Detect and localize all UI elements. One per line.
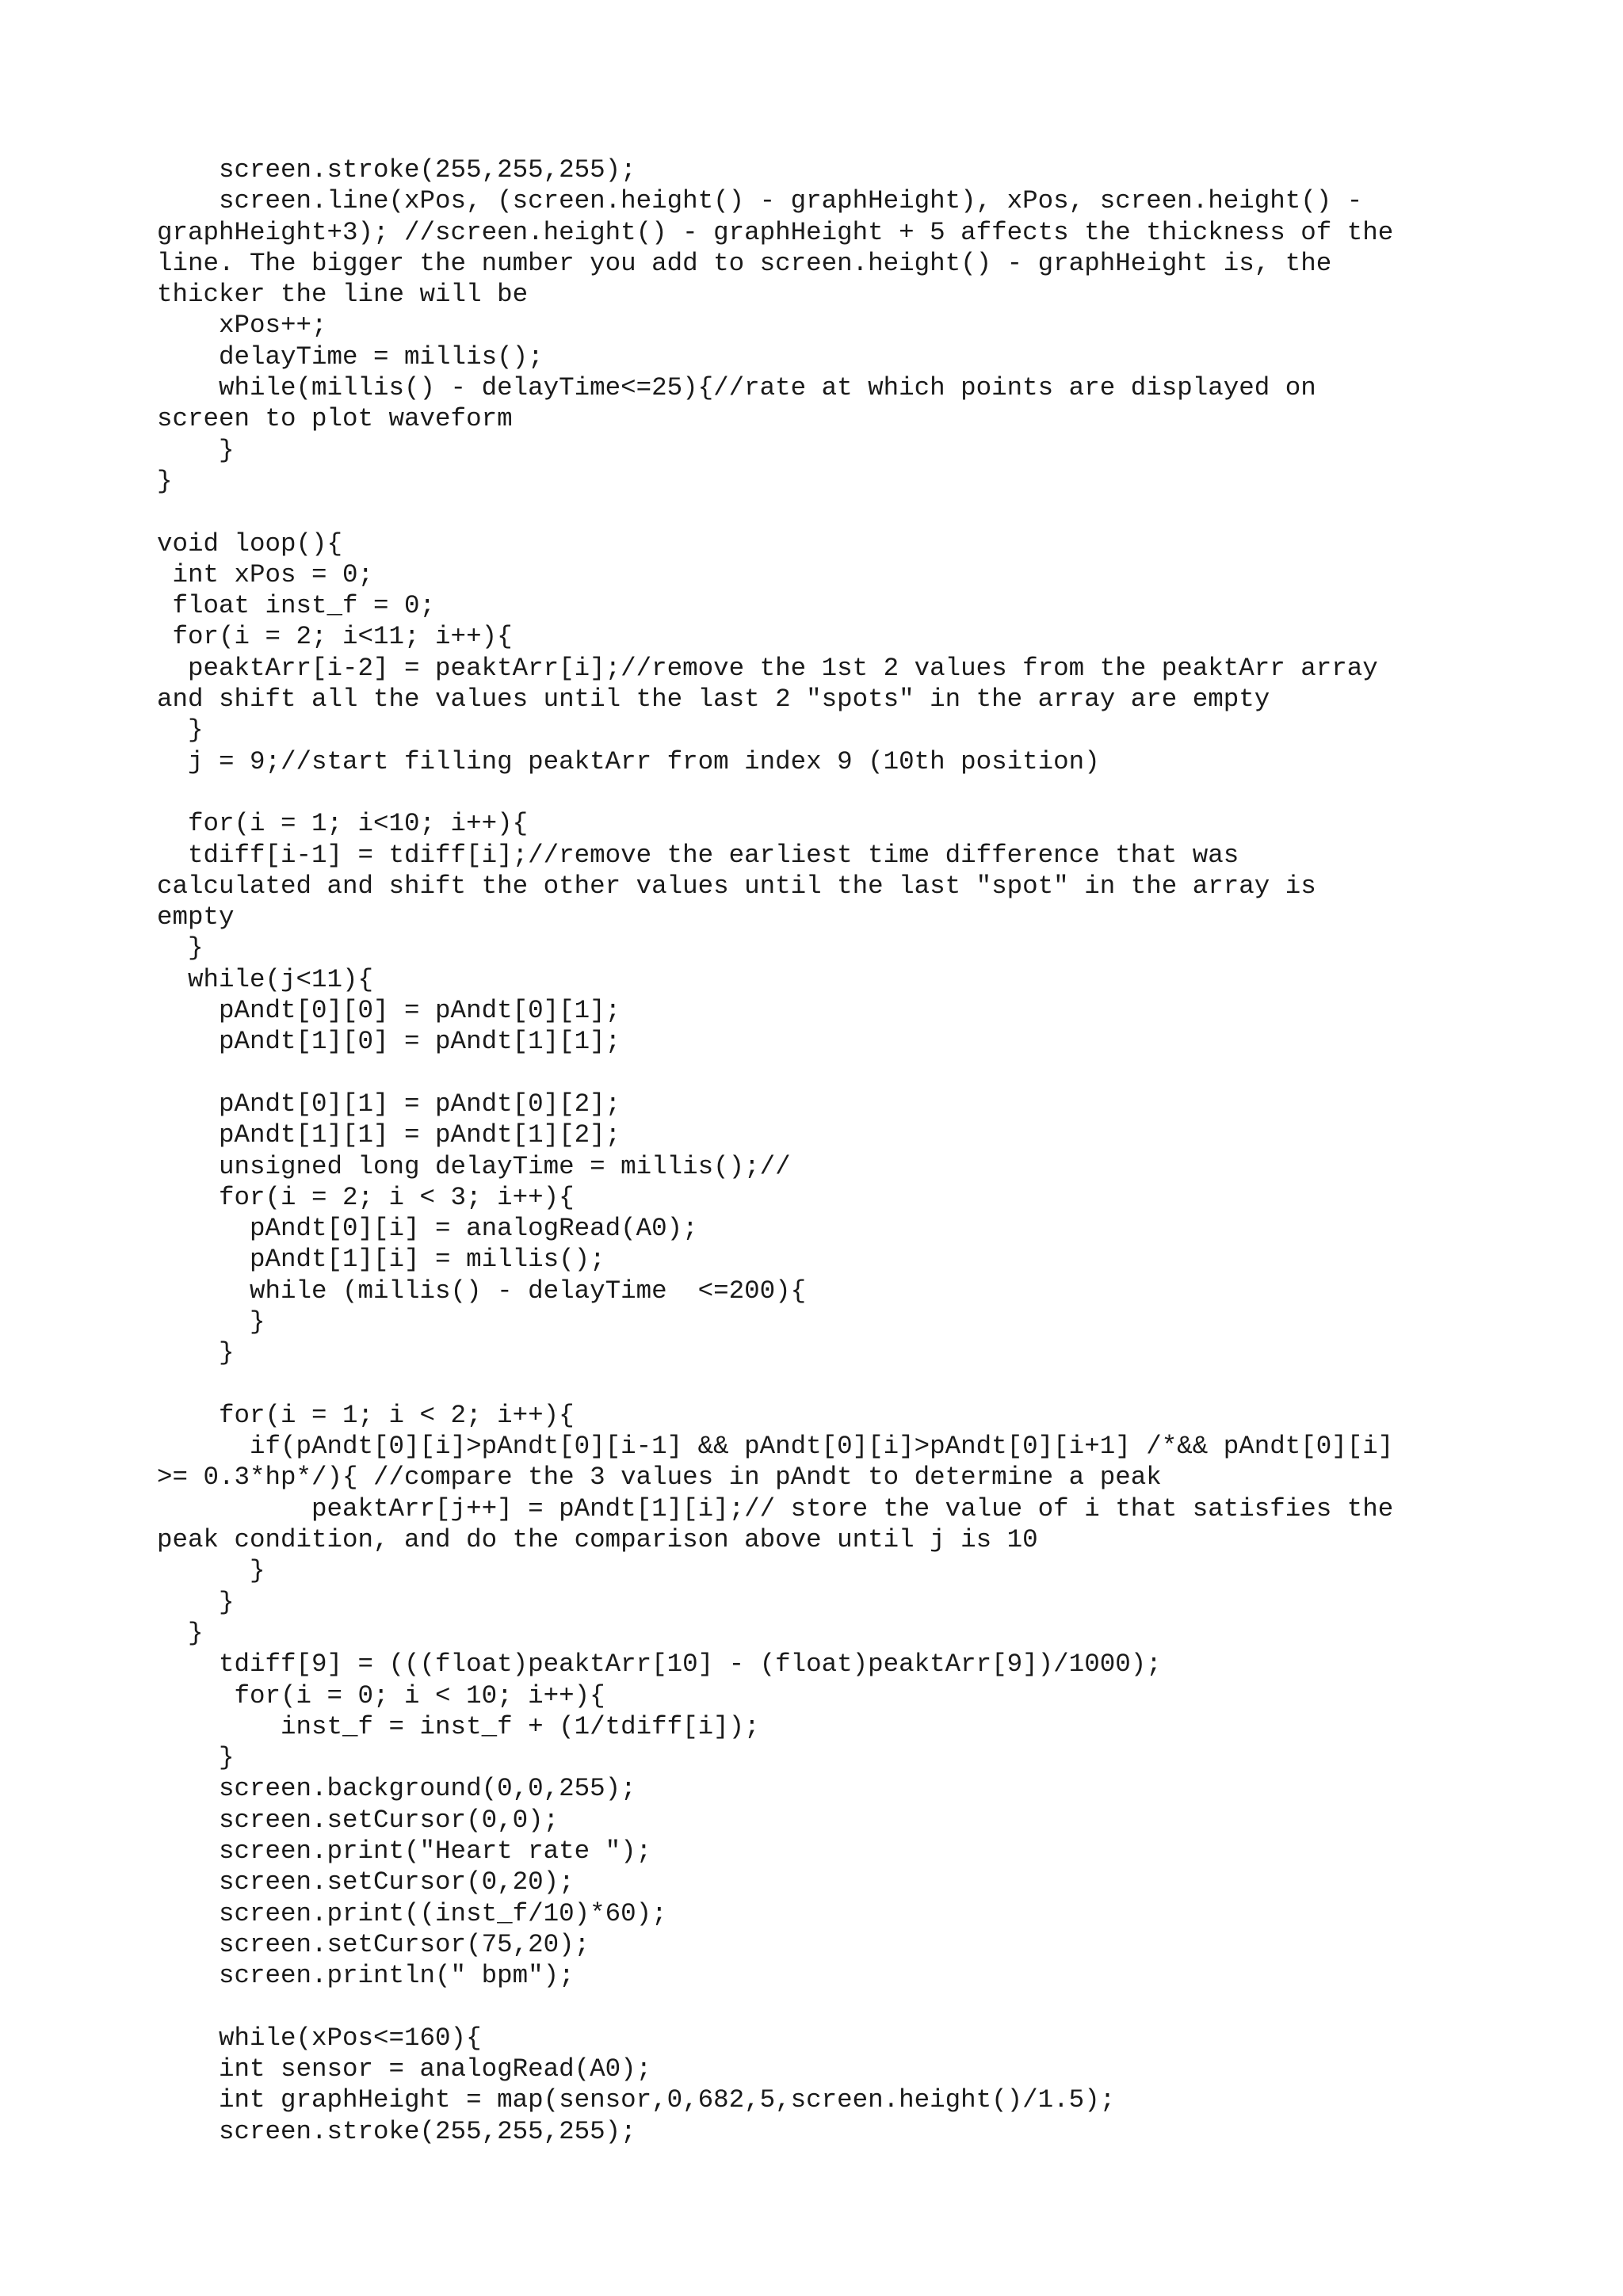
- code-line: and shift all the values until the last 2 "spots" in the array are empty: [157, 685, 1270, 715]
- code-line: while(j<11){: [157, 964, 374, 994]
- code-line: screen.background(0,0,255);: [157, 1774, 636, 1804]
- code-line: float inst_f = 0;: [157, 591, 436, 621]
- code-line: peaktArr[i-2] = peaktArr[i];//remove the 1st 2 values from the peaktArr array: [157, 653, 1378, 683]
- code-line: pAndt[1][i] = millis();: [157, 1245, 605, 1275]
- code-line: calculated and shift the other values until the last "spot" in the array is: [157, 871, 1316, 901]
- code-line: for(i = 1; i < 2; i++){: [157, 1400, 575, 1430]
- code-line: peak condition, and do the comparison above until j is 10: [157, 1525, 1038, 1555]
- code-line: while(xPos<=160){: [157, 2023, 482, 2053]
- code-line: thicker the line will be: [157, 280, 529, 310]
- code-line: int sensor = analogRead(A0);: [157, 2054, 652, 2084]
- code-line: int graphHeight = map(sensor,0,682,5,screen.height()/1.5);: [157, 2085, 1116, 2115]
- code-line: line. The bigger the number you add to screen.height() - graphHeight is, the: [157, 248, 1332, 278]
- code-line: delayTime = millis();: [157, 341, 544, 372]
- code-line: screen.setCursor(75,20);: [157, 1929, 590, 1959]
- code-line: tdiff[i-1] = tdiff[i];//remove the earliest time difference that was: [157, 840, 1239, 870]
- code-line: int xPos = 0;: [157, 559, 374, 589]
- code-line: }: [157, 435, 235, 465]
- code-line: pAndt[0][i] = analogRead(A0);: [157, 1214, 698, 1244]
- code-line: }: [157, 715, 204, 746]
- code-line: screen.print((inst_f/10)*60);: [157, 1898, 667, 1928]
- code-line: for(i = 2; i < 3; i++){: [157, 1182, 575, 1212]
- code-line: inst_f = inst_f + (1/tdiff[i]);: [157, 1711, 760, 1741]
- code-line: [157, 777, 1504, 808]
- code-line: screen.stroke(255,255,255);: [157, 2116, 636, 2146]
- code-line: screen.stroke(255,255,255);: [157, 155, 636, 185]
- code-line: screen to plot waveform: [157, 404, 513, 434]
- code-line: j = 9;//start filling peaktArr from index 9 (10th position): [157, 746, 1100, 776]
- code-line: }: [157, 1306, 265, 1337]
- code-line: [157, 1058, 1504, 1089]
- code-line: screen.setCursor(0,0);: [157, 1805, 559, 1835]
- code-line: unsigned long delayTime = millis();//: [157, 1151, 791, 1181]
- code-line: }: [157, 1556, 265, 1586]
- code-line: screen.println(" bpm");: [157, 1961, 575, 1991]
- code-line: pAndt[0][1] = pAndt[0][2];: [157, 1089, 621, 1119]
- code-line: for(i = 1; i<10; i++){: [157, 809, 529, 839]
- code-line: empty: [157, 902, 235, 933]
- code-line: }: [157, 466, 173, 496]
- code-listing: [157, 154, 1504, 2147]
- code-line: while (millis() - delayTime <=200){: [157, 1276, 807, 1306]
- code-line: peaktArr[j++] = pAndt[1][i];// store the value of i that satisfies the: [157, 1493, 1394, 1524]
- code-line: [157, 1369, 1504, 1400]
- code-line: graphHeight+3); //screen.height() - graphHeight + 5 affects the thickness of the: [157, 217, 1394, 247]
- code-line: }: [157, 1338, 235, 1368]
- code-line: void loop(){: [157, 528, 343, 559]
- code-line: while(millis() - delayTime<=25){//rate at which points are displayed on: [157, 373, 1316, 403]
- code-line: [157, 1992, 1504, 2023]
- code-line: screen.line(xPos, (screen.height() - graphHeight), xPos, screen.height() -: [157, 186, 1363, 216]
- code-line: tdiff[9] = (((float)peaktArr[10] - (float)peaktArr[9])/1000);: [157, 1650, 1162, 1680]
- code-line: pAndt[1][0] = pAndt[1][1];: [157, 1027, 621, 1057]
- code-line: if(pAndt[0][i]>pAndt[0][i-1] && pAndt[0][i]>pAndt[0][i+1] /*&& pAndt[0][i]: [157, 1432, 1394, 1462]
- code-line: [157, 497, 1504, 528]
- code-line: for(i = 2; i<11; i++){: [157, 622, 513, 652]
- code-line: }: [157, 1743, 235, 1773]
- code-line: }: [157, 933, 204, 963]
- code-line: screen.print("Heart rate ");: [157, 1836, 652, 1867]
- code-line: pAndt[0][0] = pAndt[0][1];: [157, 996, 621, 1026]
- code-line: screen.setCursor(0,20);: [157, 1867, 575, 1897]
- code-line: }: [157, 1618, 204, 1648]
- code-line: xPos++;: [157, 311, 327, 341]
- code-line: pAndt[1][1] = pAndt[1][2];: [157, 1120, 621, 1150]
- code-line: }: [157, 1587, 235, 1617]
- code-line: >= 0.3*hp*/){ //compare the 3 values in pAndt to determine a peak: [157, 1463, 1162, 1493]
- code-line: for(i = 0; i < 10; i++){: [157, 1680, 605, 1711]
